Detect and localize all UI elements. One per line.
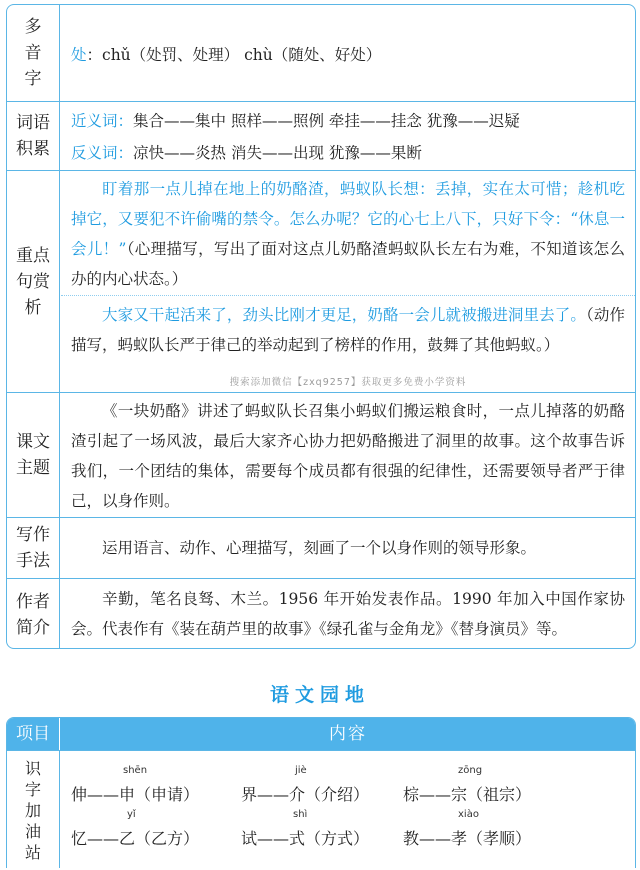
header-content: 内容	[329, 724, 367, 744]
watermark-text: 搜索添加微信【zxq9257】获取更多免费小学资料	[229, 377, 467, 388]
antonym-label: 反义词：	[71, 144, 134, 162]
synonym-line	[71, 109, 520, 131]
label-line: 简介	[16, 618, 50, 638]
label-author	[7, 579, 60, 649]
header-item: 项目	[7, 718, 60, 750]
sentence-block-1	[61, 171, 635, 295]
study-notes-table	[6, 4, 636, 649]
pinyin: shì	[293, 809, 308, 820]
label-line: 重点	[16, 245, 50, 266]
label-characters	[7, 751, 60, 868]
table-header	[7, 718, 635, 750]
label-char: 音	[24, 43, 42, 63]
char-entry: 棕——宗（祖宗）	[403, 785, 532, 804]
sentence-2	[71, 300, 625, 360]
pinyin: shēn	[123, 765, 148, 776]
label-char: 字	[24, 69, 42, 89]
polyphone-char: 处	[71, 46, 87, 64]
note-1: （心理描写，写出了面对这点儿奶酪渣蚂蚁队长左右为难，不知道该怎么办的内心状态。）	[71, 240, 625, 288]
label-line: 积累	[16, 139, 50, 159]
theme-text: 《一块奶酪》讲述了蚂蚁队长召集小蚂蚁们搬运粮食时，一点儿掉落的奶酪渣引起了一场风波，最后大家齐心协力把奶酪搬进了洞里的故事。这个故事告诉我们，一个团结的集体，需要每个成员都有很强的纪律性，还需要领导者严于律己，以身作则。	[71, 402, 625, 510]
label-line: 课文	[16, 432, 50, 452]
row-theme	[7, 392, 635, 517]
character-table	[6, 717, 636, 868]
char-entry: 教——孝（孝顺）	[403, 829, 532, 848]
sentence-block-2	[61, 295, 635, 393]
label-line: 作者	[16, 592, 50, 612]
char-entry: 伸——申（申请）	[71, 785, 200, 804]
pinyin: zōng	[458, 765, 483, 776]
pinyin: jiè	[295, 765, 307, 776]
char-entry: 界——介（介绍）	[241, 785, 370, 804]
label-char: 字	[24, 779, 41, 799]
quote-2: 大家又干起活来了，劲头比刚才更足，奶酪一会儿就被搬进洞里去了。	[102, 306, 586, 324]
label-polyphone	[7, 5, 60, 101]
row-characters	[7, 750, 635, 868]
label-key-sentences	[7, 171, 60, 392]
label-vocabulary	[7, 102, 60, 170]
label-line: 主题	[16, 458, 50, 478]
label-line: 句赏	[16, 271, 50, 292]
label-char: 油	[24, 821, 41, 841]
label-theme	[7, 393, 60, 517]
label-char: 识	[24, 758, 41, 778]
polyphone-line	[71, 43, 381, 65]
pinyin: xiào	[458, 809, 479, 820]
antonym-list: 凉快——炎热 消失——出现 犹豫——果断	[133, 144, 422, 162]
label-line: 手法	[16, 551, 50, 571]
row-vocabulary	[7, 101, 635, 170]
label-line: 写作	[16, 525, 50, 545]
row-key-sentences	[7, 170, 635, 392]
note-2: （动作描写，蚂蚁队长严于律己的举动起到了榜样的作用，鼓舞了其他蚂蚁。）	[71, 306, 625, 354]
synonym-label: 近义词：	[71, 112, 134, 130]
section-title: 语文园地	[269, 684, 370, 706]
polyphone-readings: ：chǔ（处罚、处理） chù（随处、好处）	[86, 46, 382, 64]
label-char: 站	[24, 842, 41, 862]
label-line: 析	[24, 297, 42, 318]
label-writing-technique	[7, 518, 60, 578]
char-entry: 试——式（方式）	[241, 829, 370, 848]
label-line: 词语	[16, 113, 50, 133]
char-entry: 忆——乙（乙方）	[71, 829, 200, 848]
antonym-line	[71, 141, 422, 163]
row-polyphone	[7, 5, 635, 101]
sentence-1	[71, 174, 625, 294]
quote-1: 盯着那一点儿掉在地上的奶酪渣，蚂蚁队长想：丢掉，实在太可惜；趁机吃掉它，又要犯不许偷嘴的禁令。怎么办呢？它的心七上八下，只好下令：“休息一会儿！”	[71, 180, 625, 258]
row-author	[7, 578, 635, 649]
author-text: 辛勤，笔名良驽、木兰。1956 年开始发表作品。1990 年加入中国作家协会。代表作有《装在葫芦里的故事》《绿孔雀与金角龙》《替身演员》等。	[71, 590, 625, 638]
technique-text: 运用语言、动作、心理描写，刻画了一个以身作则的领导形象。	[102, 539, 537, 557]
synonym-list: 集合——集中 照样——照例 牵挂——挂念 犹豫——迟疑	[133, 112, 520, 130]
label-char: 加	[24, 800, 41, 820]
pinyin: yǐ	[127, 809, 136, 820]
label-char: 多	[24, 17, 42, 37]
row-writing-technique	[7, 517, 635, 578]
